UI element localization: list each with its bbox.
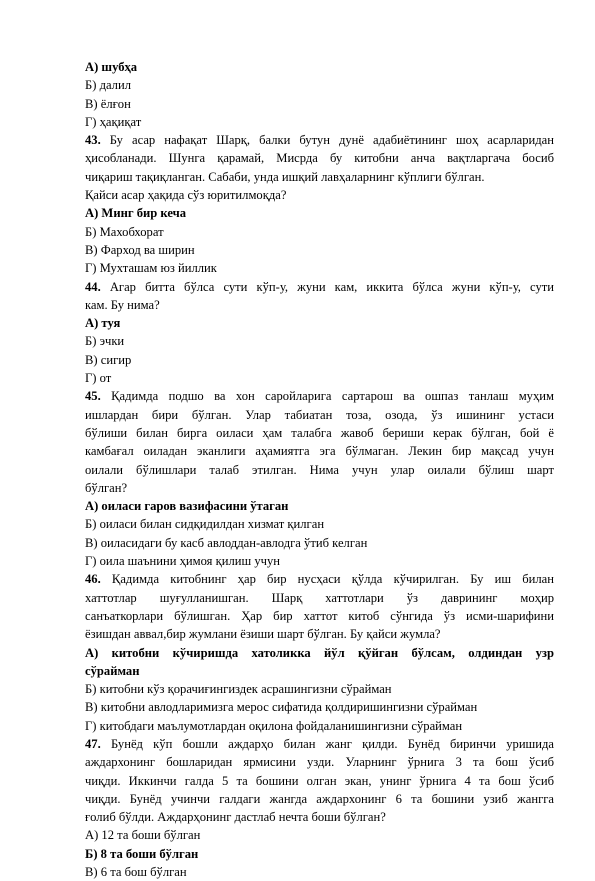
line-text: чиқди. Бунёд учинчи галдаги жангда аждархонинг 6 та бошини узиб жангга [85, 791, 554, 806]
answer-correct-line [85, 644, 554, 662]
line-text: А) оиласи гаров вазифасини ўтаган [85, 499, 289, 514]
text-line [85, 113, 554, 131]
text-line [85, 442, 554, 460]
line-text: кам. Бу нима? [85, 297, 160, 312]
line-text: Г) оила шаънини ҳимоя қилиш учун [85, 554, 280, 569]
text-line [85, 351, 554, 369]
line-text: Бу асар нафақат Шарқ, балки бутун дунё адабиётининг шоҳ асарларидан [100, 133, 554, 148]
line-text: аждархонинг бошларидан ярмисини узди. Уларнинг ўрнига 3 та бош ўсиб [85, 755, 554, 770]
text-line [85, 552, 554, 570]
line-text: Агар битта бўлса сути кўп-у, жуни кам, иккита бўлса жуни кўп-у, сути [100, 279, 554, 294]
text-line [85, 625, 554, 643]
line-text: Б) далил [85, 78, 131, 93]
answer-correct-line [85, 204, 554, 222]
line-text: бўлиши билан бирга оиласи ҳам талабга жавоб бериши керак бўлган, бой ё [85, 425, 554, 440]
line-text: ёзишдан аввал,бир жумлани ёзиши шарт бўлган. Бу қайси жумла? [85, 627, 441, 642]
text-line [85, 808, 554, 826]
line-text: В) ёлғон [85, 96, 131, 111]
question-number: 44. [85, 279, 101, 294]
question-line [85, 278, 554, 296]
text-line [85, 223, 554, 241]
line-text: А) Минг бир кеча [85, 206, 187, 221]
text-line [85, 717, 554, 735]
line-text: камбағал оиладан эканлиги аҳамиятга эга бўлмаган. Лекин бир мақсад учун [85, 444, 554, 459]
line-text: Г) ҳақиқат [85, 114, 142, 129]
question-line [85, 570, 554, 588]
line-text: А) 12 та боши бўлган [85, 828, 201, 843]
text-line [85, 753, 554, 771]
text-line [85, 369, 554, 387]
line-text: А) китобни кўчиришда хатоликка йўл қўйган бўлсам, олдиндан узр [85, 645, 554, 660]
text-line [85, 424, 554, 442]
line-text: В) Фарход ва ширин [85, 242, 195, 257]
text-line [85, 515, 554, 533]
text-line [85, 863, 554, 881]
line-text: Г) от [85, 371, 112, 386]
text-line [85, 589, 554, 607]
line-text: А) туя [85, 316, 121, 331]
line-text: ғолиб бўлди. Аждарҳонинг дастлаб нечта боши бўлган? [85, 810, 386, 825]
text-line [85, 76, 554, 94]
line-text: сўрайман [85, 663, 140, 678]
line-text: ҳисобланади. Шунга қарамай, Мисрда бу китобни анча вақтларгача босиб [85, 151, 554, 166]
line-text: Қадимда китобнинг ҳар бир нусҳаси қўлда кўчирилган. Бу иш билан [100, 572, 554, 587]
answer-correct-line [85, 58, 554, 76]
answer-correct-line [85, 662, 554, 680]
text-line [85, 790, 554, 808]
text-line [85, 826, 554, 844]
text-line [85, 241, 554, 259]
line-text: Б) 8 та боши бўлган [85, 846, 199, 861]
line-text: Бунёд кўп бошли аждарҳо билан жанг қилди. Бунёд биринчи уришида [100, 736, 554, 751]
text-line [85, 149, 554, 167]
text-line [85, 461, 554, 479]
line-text: Г) Мухташам юз йиллик [85, 261, 217, 276]
text-line [85, 296, 554, 314]
line-text: В) сигир [85, 352, 132, 367]
line-text: санъаткорлари бўлишган. Ҳар бир хаттот китоб сўнгида ўз исми-шарифини [85, 608, 554, 623]
line-text: оилали бўлишлари талаб этилган. Нима учун улар оилали бўлиш шарт [85, 462, 554, 477]
line-text: Б) оиласи билан сидқидилдан хизмат қилган [85, 517, 325, 532]
line-text: В) 6 та бош бўлган [85, 865, 187, 880]
line-text: хаттотлар шуғулланишган. Шарқ хаттотлари ўз даврининг моҳир [85, 590, 554, 605]
line-text: Қайси асар ҳақида сўз юритилмоқда? [85, 188, 287, 203]
line-text: ишлардан бири бўлган. Улар табиатан тоза, озода, ўз ишининг устаси [85, 407, 554, 422]
question-line [85, 131, 554, 149]
line-text: Б) Махобхорат [85, 224, 164, 239]
line-text: чиқариш тақиқланган. Сабаби, унда ишқий лавҳаларнинг кўплиги бўлган. [85, 169, 485, 184]
text-line [85, 534, 554, 552]
line-text: Б) китобни кўз қорачиғингиздек асрашингизни сўрайман [85, 682, 392, 697]
line-text: Г) китобдаги маълумотлардан оқилона фойдаланишингизни сўрайман [85, 718, 463, 733]
text-line [85, 680, 554, 698]
answer-correct-line [85, 845, 554, 863]
text-line [85, 698, 554, 716]
text-line [85, 479, 554, 497]
line-text: В) китобни авлодларимизга мерос сифатида қолдиришингизни сўрайман [85, 700, 478, 715]
question-line [85, 387, 554, 405]
answer-correct-line [85, 314, 554, 332]
line-text: В) оиласидаги бу касб авлоддан-авлодга ўтиб келган [85, 535, 368, 550]
answer-correct-line [85, 497, 554, 515]
line-text: А) шубҳа [85, 60, 138, 74]
line-text: чиқди. Иккинчи галда 5 та бошини олган экан, унинг ўрнига 4 та бош ўсиб [85, 773, 554, 788]
text-line [85, 259, 554, 277]
text-line [85, 772, 554, 790]
line-text: Б) эчки [85, 334, 125, 349]
question-line [85, 735, 554, 753]
text-line [85, 186, 554, 204]
question-number: 43. [85, 133, 101, 148]
question-number: 47. [85, 736, 101, 751]
question-number: 46. [85, 572, 101, 587]
line-text: Қадимда подшо ва хон саройларига сартарош ва ошпаз танлаш муҳим [100, 389, 554, 404]
line-text: бўлган? [85, 480, 128, 495]
text-line [85, 332, 554, 350]
text-line [85, 168, 554, 186]
text-line [85, 406, 554, 424]
question-number: 45. [85, 389, 101, 404]
text-line [85, 95, 554, 113]
text-line [85, 607, 554, 625]
